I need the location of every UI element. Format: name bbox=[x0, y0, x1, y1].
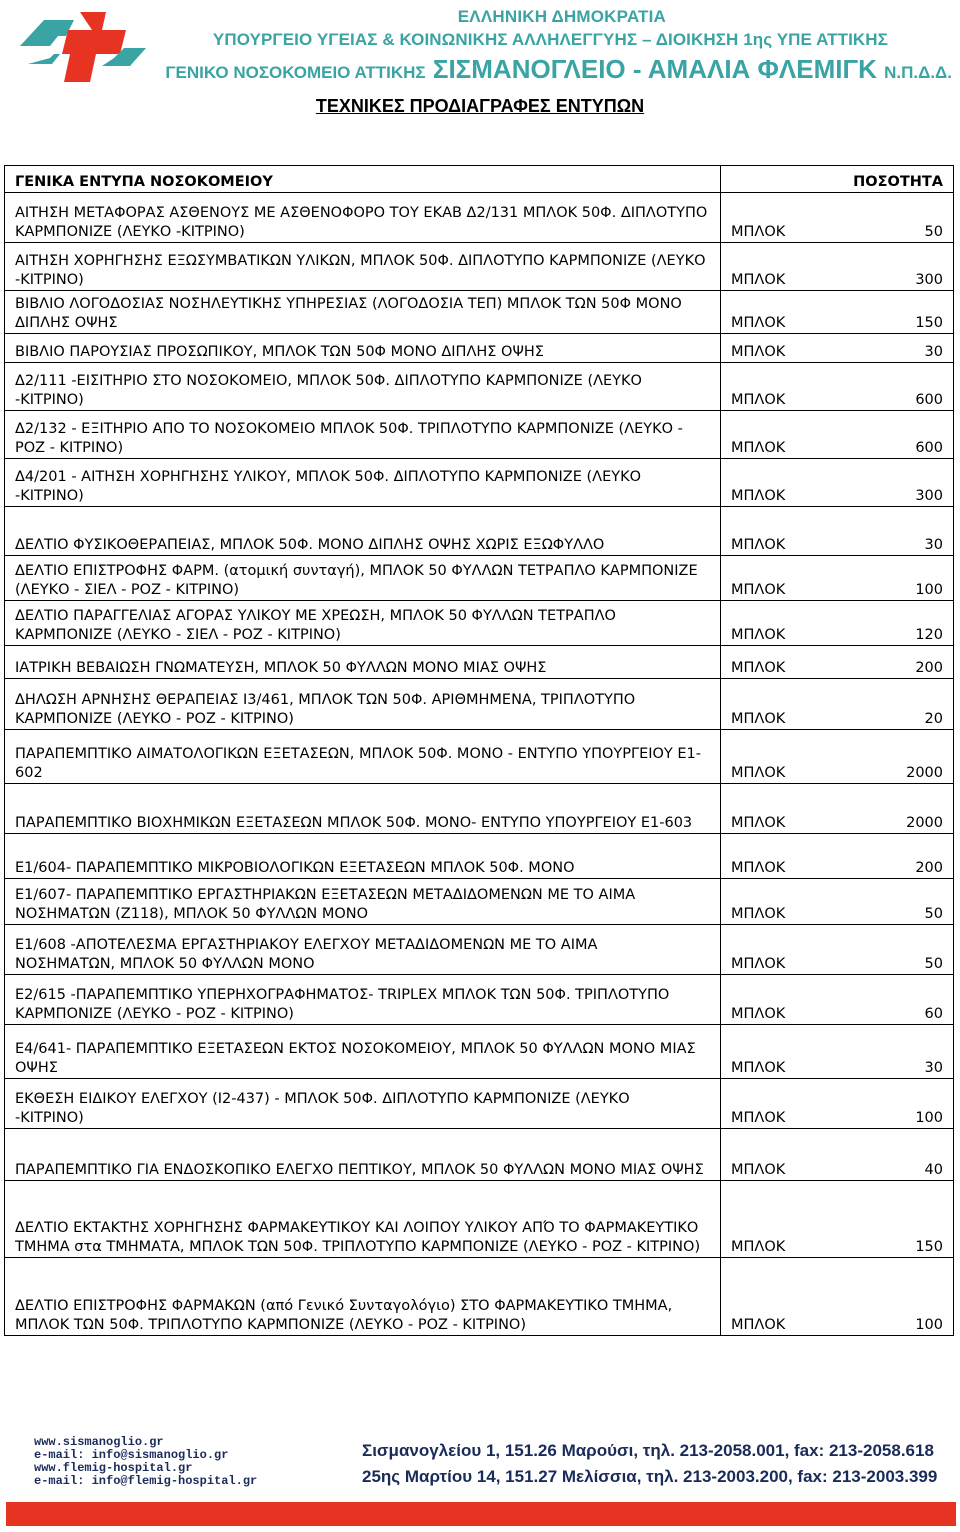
item-unit: ΜΠΛΟΚ bbox=[731, 1006, 786, 1022]
table-row bbox=[5, 1181, 954, 1258]
item-description-line-2: ΠΑΡΑΠΕΜΠΤΙΚΟ ΒΙΟΧΗΜΙΚΩΝ ΕΞΕΤΑΣΕΩΝ ΜΠΛΟΚ 50Φ. ΜΟΝΟ- ΕΝΤΥΠΟ ΥΠΟΥΡΓΕΙΟΥ Ε1-603 bbox=[15, 815, 693, 831]
forms-table-body bbox=[5, 166, 954, 1336]
item-description-line-2: ΔΙΠΛΗΣ ΟΨΗΣ bbox=[15, 315, 118, 331]
item-unit: ΜΠΛΟΚ bbox=[731, 815, 786, 831]
item-quantity: 150 bbox=[915, 1239, 943, 1255]
item-description-line-2: ΟΨΗΣ bbox=[15, 1060, 58, 1076]
item-quantity-cell bbox=[721, 363, 954, 411]
item-quantity: 50 bbox=[924, 906, 943, 922]
item-quantity: 600 bbox=[915, 392, 943, 408]
item-quantity-cell bbox=[721, 1181, 954, 1258]
item-description-line-2: ΝΟΣΗΜΑΤΩΝ, ΜΠΛΟΚ 50 ΦΥΛΛΩΝ ΜΟΝΟ bbox=[15, 956, 315, 972]
item-description bbox=[5, 1025, 721, 1079]
item-quantity-cell bbox=[721, 784, 954, 834]
table-row bbox=[5, 730, 954, 784]
item-unit: ΜΠΛΟΚ bbox=[731, 711, 786, 727]
item-description-line-2: -ΚΙΤΡΙΝΟ) bbox=[15, 272, 84, 288]
item-quantity-cell bbox=[721, 1025, 954, 1079]
table-row bbox=[5, 834, 954, 879]
item-description-line-2: ΠΑΡΑΠΕΜΠΤΙΚΟ ΓΙΑ ΕΝΔΟΣΚΟΠΙΚΟ ΕΛΕΓΧΟ ΠΕΠΤΙΚΟΥ, ΜΠΛΟΚ 50 ΦΥΛΛΩΝ ΜΟΝΟ ΜΙΑΣ ΟΨΗΣ bbox=[15, 1162, 704, 1178]
item-unit: ΜΠΛΟΚ bbox=[731, 537, 786, 553]
item-quantity-cell bbox=[721, 556, 954, 601]
item-description-line-2: ΝΟΣΗΜΑΤΩΝ (Ζ118), ΜΠΛΟΚ 50 ΦΥΛΛΩΝ ΜΟΝΟ bbox=[15, 906, 369, 922]
table-header-row bbox=[5, 166, 954, 193]
forms-table bbox=[4, 165, 954, 1336]
item-description bbox=[5, 601, 721, 646]
item-description-line-1: ΑΙΤΗΣΗ ΧΟΡΗΓΗΣΗΣ ΕΞΩΣΥΜΒΑΤΙΚΩΝ ΥΛΙΚΩΝ, ΜΠΛΟΚ 50Φ. ΔΙΠΛΟΤΥΠΟ ΚΑΡΜΠΟΝΙΖΕ (ΛΕΥΚΟ bbox=[15, 253, 706, 269]
item-unit: ΜΠΛΟΚ bbox=[731, 1162, 786, 1178]
item-description-line-1: ΒΙΒΛΙΟ ΛΟΓΟΔΟΣΙΑΣ ΝΟΣΗΛΕΥΤΙΚΗΣ ΥΠΗΡΕΣΙΑΣ (ΛΟΓΟΔΟΣΙΑ ΤΕΠ) ΜΠΛΟΚ ΤΩΝ 50Φ ΜΟΝΟ bbox=[15, 296, 682, 312]
item-description-line-1: ΔΕΛΤΙΟ ΕΠΙΣΤΡΟΦΗΣ ΦΑΡΜΑΚΩΝ (από Γενικό Συνταγολόγιο) ΣΤΟ ΦΑΡΜΑΚΕΥΤΙΚΟ ΤΜΗΜΑ, bbox=[15, 1298, 673, 1314]
item-quantity-cell bbox=[721, 243, 954, 291]
table-row bbox=[5, 193, 954, 243]
item-unit: ΜΠΛΟΚ bbox=[731, 344, 786, 360]
item-unit: ΜΠΛΟΚ bbox=[731, 440, 786, 456]
header-legal-suffix: Ν.Π.Δ.Δ. bbox=[884, 63, 952, 82]
footer-email-sismanoglio: e-mail: info@sismanoglio.gr bbox=[34, 1448, 229, 1462]
item-description-line-2: ΚΑΡΜΠΟΝΙΖΕ (ΛΕΥΚΟ - ΡΟΖ - ΚΙΤΡΙΝΟ) bbox=[15, 711, 294, 727]
item-quantity: 50 bbox=[924, 224, 943, 240]
item-description-line-2: ΒΙΒΛΙΟ ΠΑΡΟΥΣΙΑΣ ΠΡΟΣΩΠΙΚΟΥ, ΜΠΛΟΚ ΤΩΝ 50Φ ΜΟΝΟ ΔΙΠΛΗΣ ΟΨΗΣ bbox=[15, 344, 544, 360]
item-description-line-1: ΔΕΛΤΙΟ ΠΑΡΑΓΓΕΛΙΑΣ ΑΓΟΡΑΣ ΥΛΙΚΟΥ ΜΕ ΧΡΕΩΣΗ, ΜΠΛΟΚ 50 ΦΥΛΛΩΝ ΤΕΤΡΑΠΛΟ bbox=[15, 608, 616, 624]
item-description bbox=[5, 556, 721, 601]
item-description-line-2: ΤΜΗΜΑ στα ΤΜΗΜΑΤΑ, ΜΠΛΟΚ ΤΩΝ 50Φ. ΤΡΙΠΛΟΤΥΠΟ ΚΑΡΜΠΟΝΙΖΕ (ΛΕΥΚΟ - ΡΟΖ - ΚΙΤΡΙΝΟ) bbox=[15, 1239, 701, 1255]
table-row bbox=[5, 459, 954, 507]
table-row bbox=[5, 679, 954, 730]
table-row bbox=[5, 291, 954, 334]
item-description-line-1: ΕΚΘΕΣΗ ΕΙΔΙΚΟΥ ΕΛΕΓΧΟΥ (Ι2-437) - ΜΠΛΟΚ 50Φ. ΔΙΠΛΟΤΥΠΟ ΚΑΡΜΠΟΝΙΖΕ (ΛΕΥΚΟ bbox=[15, 1091, 630, 1107]
item-unit: ΜΠΛΟΚ bbox=[731, 627, 786, 643]
header-quantity: ΠΟΣΟΤΗΤΑ bbox=[721, 166, 954, 193]
item-quantity: 30 bbox=[924, 1060, 943, 1076]
item-quantity-cell bbox=[721, 679, 954, 730]
item-quantity-cell bbox=[721, 459, 954, 507]
item-quantity: 300 bbox=[915, 488, 943, 504]
item-description bbox=[5, 679, 721, 730]
item-description-line-1: Δ2/111 -ΕΙΣΙΤΗΡΙΟ ΣΤΟ ΝΟΣΟΚΟΜΕΙΟ, ΜΠΛΟΚ 50Φ. ΔΙΠΛΟΤΥΠΟ ΚΑΡΜΠΟΝΙΖΕ (ΛΕΥΚΟ bbox=[15, 373, 642, 389]
item-description bbox=[5, 730, 721, 784]
item-quantity-cell bbox=[721, 646, 954, 679]
table-row bbox=[5, 556, 954, 601]
item-description-line-2: ΙΑΤΡΙΚΗ ΒΕΒΑΙΩΣΗ ΓΝΩΜΑΤΕΥΣΗ, ΜΠΛΟΚ 50 ΦΥΛΛΩΝ ΜΟΝΟ ΜΙΑΣ ΟΨΗΣ bbox=[15, 660, 547, 676]
item-description bbox=[5, 193, 721, 243]
page-title: ΤΕΧΝΙΚΕΣ ΠΡΟΔΙΑΓΡΑΦΕΣ ΕΝΤΥΠΩΝ bbox=[315, 96, 645, 116]
item-description bbox=[5, 1129, 721, 1181]
item-quantity-cell bbox=[721, 334, 954, 363]
footer-address-2: 25ης Μαρτίου 14, 151.27 Μελίσσια, τηλ. 213-2003.200, fax: 213-2003.399 bbox=[362, 1467, 938, 1486]
item-description-line-1: ΔΕΛΤΙΟ ΕΚΤΑΚΤΗΣ ΧΟΡΗΓΗΣΗΣ ΦΑΡΜΑΚΕΥΤΙΚΟΥ ΚΑΙ ΛΟΙΠΟΥ ΥΛΙΚΟΥ ΑΠΌ ΤΟ ΦΑΡΜΑΚΕΥΤΙΚΟ bbox=[15, 1220, 699, 1236]
table-row bbox=[5, 1129, 954, 1181]
item-description-line-1: ΠΑΡΑΠΕΜΠΤΙΚΟ ΑΙΜΑΤΟΛΟΓΙΚΩΝ ΕΞΕΤΑΣΕΩΝ, ΜΠΛΟΚ 50Φ. ΜΟΝΟ - ΕΝΤΥΠΟ ΥΠΟΥΡΓΕΙΟΥ Ε1- bbox=[15, 746, 702, 762]
item-quantity: 60 bbox=[924, 1006, 943, 1022]
table-row bbox=[5, 334, 954, 363]
item-description bbox=[5, 834, 721, 879]
item-unit: ΜΠΛΟΚ bbox=[731, 272, 786, 288]
item-description-line-1: Δ2/132 - ΕΞΙΤΗΡΙΟ ΑΠΟ ΤΟ ΝΟΣΟΚΟΜΕΙΟ ΜΠΛΟΚ 50Φ. ΤΡΙΠΛΟΤΥΠΟ ΚΑΡΜΠΟΝΙΖΕ (ΛΕΥΚΟ - bbox=[15, 421, 683, 437]
header-hospital-name: ΣΙΣΜΑΝΟΓΛΕΙΟ - ΑΜΑΛΙΑ ΦΛΕΜΙΓΚ bbox=[432, 54, 877, 84]
table-row bbox=[5, 646, 954, 679]
item-description-line-2: ΡΟΖ - ΚΙΤΡΙΝΟ) bbox=[15, 440, 124, 456]
item-quantity: 30 bbox=[924, 537, 943, 553]
item-description bbox=[5, 459, 721, 507]
item-description bbox=[5, 646, 721, 679]
footer-addresses bbox=[362, 1438, 937, 1490]
item-unit: ΜΠΛΟΚ bbox=[731, 224, 786, 240]
item-quantity-cell bbox=[721, 411, 954, 459]
item-description bbox=[5, 879, 721, 925]
item-unit: ΜΠΛΟΚ bbox=[731, 660, 786, 676]
item-unit: ΜΠΛΟΚ bbox=[731, 1317, 786, 1333]
item-description bbox=[5, 1181, 721, 1258]
item-quantity: 100 bbox=[915, 582, 943, 598]
item-quantity: 150 bbox=[915, 315, 943, 331]
item-quantity-cell bbox=[721, 193, 954, 243]
item-unit: ΜΠΛΟΚ bbox=[731, 956, 786, 972]
item-quantity-cell bbox=[721, 834, 954, 879]
table-row bbox=[5, 1025, 954, 1079]
item-description-line-1: ΔΕΛΤΙΟ ΕΠΙΣΤΡΟΦΗΣ ΦΑΡΜ. (ατομική συνταγή), ΜΠΛΟΚ 50 ΦΥΛΛΩΝ ΤΕΤΡΑΠΛΟ ΚΑΡΜΠΟΝΙΖΕ bbox=[15, 563, 698, 579]
item-unit: ΜΠΛΟΚ bbox=[731, 860, 786, 876]
header-line-2: ΥΠΟΥΡΓΕΙΟ ΥΓΕΙΑΣ & ΚΟΙΝΩΝΙΚΗΣ ΑΛΛΗΛΕΓΓΥΗΣ – ΔΙΟΙΚΗΣΗ 1ης ΥΠΕ ΑΤΤΙΚΗΣ bbox=[212, 30, 888, 49]
item-description-line-1: Δ4/201 - ΑΙΤΗΣΗ ΧΟΡΗΓΗΣΗΣ ΥΛΙΚΟΥ, ΜΠΛΟΚ 50Φ. ΔΙΠΛΟΤΥΠΟ ΚΑΡΜΠΟΝΙΖΕ (ΛΕΥΚΟ bbox=[15, 469, 642, 485]
item-description-line-1: Ε4/641- ΠΑΡΑΠΕΜΠΤΙΚΟ ΕΞΕΤΑΣΕΩΝ ΕΚΤΟΣ ΝΟΣΟΚΟΜΕΙΟΥ, ΜΠΛΟΚ 50 ΦΥΛΛΩΝ ΜΟΝΟ ΜΙΑΣ bbox=[15, 1041, 696, 1057]
item-quantity: 300 bbox=[915, 272, 943, 288]
item-quantity-cell bbox=[721, 601, 954, 646]
item-unit: ΜΠΛΟΚ bbox=[731, 315, 786, 331]
item-description-line-2: ΜΠΛΟΚ ΤΩΝ 50Φ. ΤΡΙΠΛΟΤΥΠΟ ΚΑΡΜΠΟΝΙΖΕ (ΛΕΥΚΟ - ΡΟΖ - ΚΙΤΡΙΝΟ) bbox=[15, 1317, 527, 1333]
item-quantity: 200 bbox=[915, 860, 943, 876]
item-unit: ΜΠΛΟΚ bbox=[731, 488, 786, 504]
table-row bbox=[5, 243, 954, 291]
footer-web-sismanoglio: www.sismanoglio.gr bbox=[34, 1435, 164, 1449]
footer-web-flemig: www.flemig-hospital.gr bbox=[34, 1461, 193, 1475]
item-description-line-1: ΔΗΛΩΣΗ ΑΡΝΗΣΗΣ ΘΕΡΑΠΕΙΑΣ Ι3/461, ΜΠΛΟΚ ΤΩΝ 50Φ. ΑΡΙΘΜΗΜΕΝΑ, ΤΡΙΠΛΟΤΥΠΟ bbox=[15, 692, 636, 708]
item-description bbox=[5, 1258, 721, 1336]
letterhead bbox=[0, 0, 960, 95]
item-quantity: 2000 bbox=[906, 765, 943, 781]
footer-email-flemig: e-mail: info@flemig-hospital.gr bbox=[34, 1474, 258, 1488]
header-line-1: ΕΛΛΗΝΙΚΗ ΔΗΜΟΚΡΑΤΙΑ bbox=[457, 7, 666, 26]
item-quantity-cell bbox=[721, 1258, 954, 1336]
item-quantity-cell bbox=[721, 1079, 954, 1129]
item-description-line-2: -ΚΙΤΡΙΝΟ) bbox=[15, 1110, 84, 1126]
item-unit: ΜΠΛΟΚ bbox=[731, 765, 786, 781]
item-description bbox=[5, 507, 721, 556]
table-row bbox=[5, 601, 954, 646]
table-row bbox=[5, 507, 954, 556]
item-description bbox=[5, 925, 721, 975]
item-quantity-cell bbox=[721, 1129, 954, 1181]
item-description bbox=[5, 334, 721, 363]
table-row bbox=[5, 1079, 954, 1129]
header-description: ΓΕΝΙΚΑ ΕΝΤΥΠΑ ΝΟΣΟΚΟΜΕΙΟΥ bbox=[5, 166, 721, 193]
item-quantity: 600 bbox=[915, 440, 943, 456]
item-description-line-2: Ε1/604- ΠΑΡΑΠΕΜΠΤΙΚΟ ΜΙΚΡΟΒΙΟΛΟΓΙΚΩΝ ΕΞΕΤΑΣΕΩΝ ΜΠΛΟΚ 50Φ. ΜΟΝΟ bbox=[15, 860, 575, 876]
item-quantity-cell bbox=[721, 975, 954, 1025]
item-unit: ΜΠΛΟΚ bbox=[731, 906, 786, 922]
table-row bbox=[5, 925, 954, 975]
table-row bbox=[5, 1258, 954, 1336]
item-description bbox=[5, 784, 721, 834]
item-description-line-2: -ΚΙΤΡΙΝΟ) bbox=[15, 392, 84, 408]
item-unit: ΜΠΛΟΚ bbox=[731, 392, 786, 408]
item-description-line-2: ΚΑΡΜΠΟΝΙΖΕ (ΛΕΥΚΟ - ΣΙΕΛ - ΡΟΖ - ΚΙΤΡΙΝΟ) bbox=[15, 627, 341, 643]
item-description bbox=[5, 411, 721, 459]
item-quantity: 50 bbox=[924, 956, 943, 972]
item-quantity: 20 bbox=[924, 711, 943, 727]
item-description-line-1: Ε2/615 -ΠΑΡΑΠΕΜΠΤΙΚΟ ΥΠΕΡΗΧΟΓΡΑΦΗΜΑΤΟΣ- TRIPLEX ΜΠΛΟΚ ΤΩΝ 50Φ. ΤΡΙΠΛΟΤΥΠΟ bbox=[15, 987, 670, 1003]
table-row bbox=[5, 363, 954, 411]
hospital-cross-logo-icon bbox=[14, 6, 150, 90]
item-unit: ΜΠΛΟΚ bbox=[731, 1110, 786, 1126]
item-description bbox=[5, 1079, 721, 1129]
item-quantity-cell bbox=[721, 730, 954, 784]
item-quantity: 40 bbox=[924, 1162, 943, 1178]
item-description bbox=[5, 363, 721, 411]
table-row bbox=[5, 975, 954, 1025]
item-description-line-1: Ε1/608 -ΑΠΟΤΕΛΕΣΜΑ ΕΡΓΑΣΤΗΡΙΑΚΟΥ ΕΛΕΓΧΟΥ ΜΕΤΑΔΙΔΟΜΕΝΩΝ ΜΕ ΤΟ ΑΙΜΑ bbox=[15, 937, 598, 953]
header-hospital-prefix: ΓΕΝΙΚΟ ΝΟΣΟΚΟΜΕΙΟ ΑΤΤΙΚΗΣ bbox=[165, 63, 426, 82]
item-quantity-cell bbox=[721, 925, 954, 975]
item-quantity-cell bbox=[721, 879, 954, 925]
footer-contacts bbox=[34, 1436, 257, 1488]
item-description bbox=[5, 291, 721, 334]
item-quantity: 30 bbox=[924, 344, 943, 360]
item-quantity: 100 bbox=[915, 1110, 943, 1126]
item-quantity: 120 bbox=[915, 627, 943, 643]
item-unit: ΜΠΛΟΚ bbox=[731, 1239, 786, 1255]
footer bbox=[0, 1420, 960, 1532]
item-description-line-2: -ΚΙΤΡΙΝΟ) bbox=[15, 488, 84, 504]
item-quantity: 100 bbox=[915, 1317, 943, 1333]
item-quantity-cell bbox=[721, 507, 954, 556]
item-description-line-2: ΔΕΛΤΙΟ ΦΥΣΙΚΟΘΕΡΑΠΕΙΑΣ, ΜΠΛΟΚ 50Φ. ΜΟΝΟ ΔΙΠΛΗΣ ΟΨΗΣ ΧΩΡΙΣ ΕΞΩΦΥΛΛΟ bbox=[15, 537, 605, 553]
item-quantity: 200 bbox=[915, 660, 943, 676]
item-description bbox=[5, 975, 721, 1025]
item-description-line-2: ΚΑΡΜΠΟΝΙΖΕ (ΛΕΥΚΟ -ΚΙΤΡΙΝΟ) bbox=[15, 224, 245, 240]
item-description-line-1: Ε1/607- ΠΑΡΑΠΕΜΠΤΙΚΟ ΕΡΓΑΣΤΗΡΙΑΚΩΝ ΕΞΕΤΑΣΕΩΝ ΜΕΤΑΔΙΔΟΜΕΝΩΝ ΜΕ ΤΟ ΑΙΜΑ bbox=[15, 887, 636, 903]
item-description-line-2: (ΛΕΥΚΟ - ΣΙΕΛ - ΡΟΖ - ΚΙΤΡΙΝΟ) bbox=[15, 582, 240, 598]
footer-address-1: Σισμανογλείου 1, 151.26 Μαρούσι, τηλ. 213-2058.001, fax: 213-2058.618 bbox=[362, 1441, 934, 1460]
item-quantity: 2000 bbox=[906, 815, 943, 831]
table-row bbox=[5, 879, 954, 925]
table-row bbox=[5, 784, 954, 834]
header-line-3 bbox=[165, 54, 952, 85]
item-unit: ΜΠΛΟΚ bbox=[731, 1060, 786, 1076]
item-description bbox=[5, 243, 721, 291]
footer-red-bar bbox=[6, 1502, 956, 1526]
item-description-line-2: ΚΑΡΜΠΟΝΙΖΕ (ΛΕΥΚΟ - ΡΟΖ - ΚΙΤΡΙΝΟ) bbox=[15, 1006, 294, 1022]
item-quantity-cell bbox=[721, 291, 954, 334]
table-row bbox=[5, 411, 954, 459]
item-description-line-2: 602 bbox=[15, 765, 43, 781]
item-unit: ΜΠΛΟΚ bbox=[731, 582, 786, 598]
item-description-line-1: ΑΙΤΗΣΗ ΜΕΤΑΦΟΡΑΣ ΑΣΘΕΝΟΥΣ ΜΕ ΑΣΘΕΝΟΦΟΡΟ ΤΟΥ ΕΚΑΒ Δ2/131 ΜΠΛΟΚ 50Φ. ΔΙΠΛΟΤΥΠΟ bbox=[15, 205, 708, 221]
